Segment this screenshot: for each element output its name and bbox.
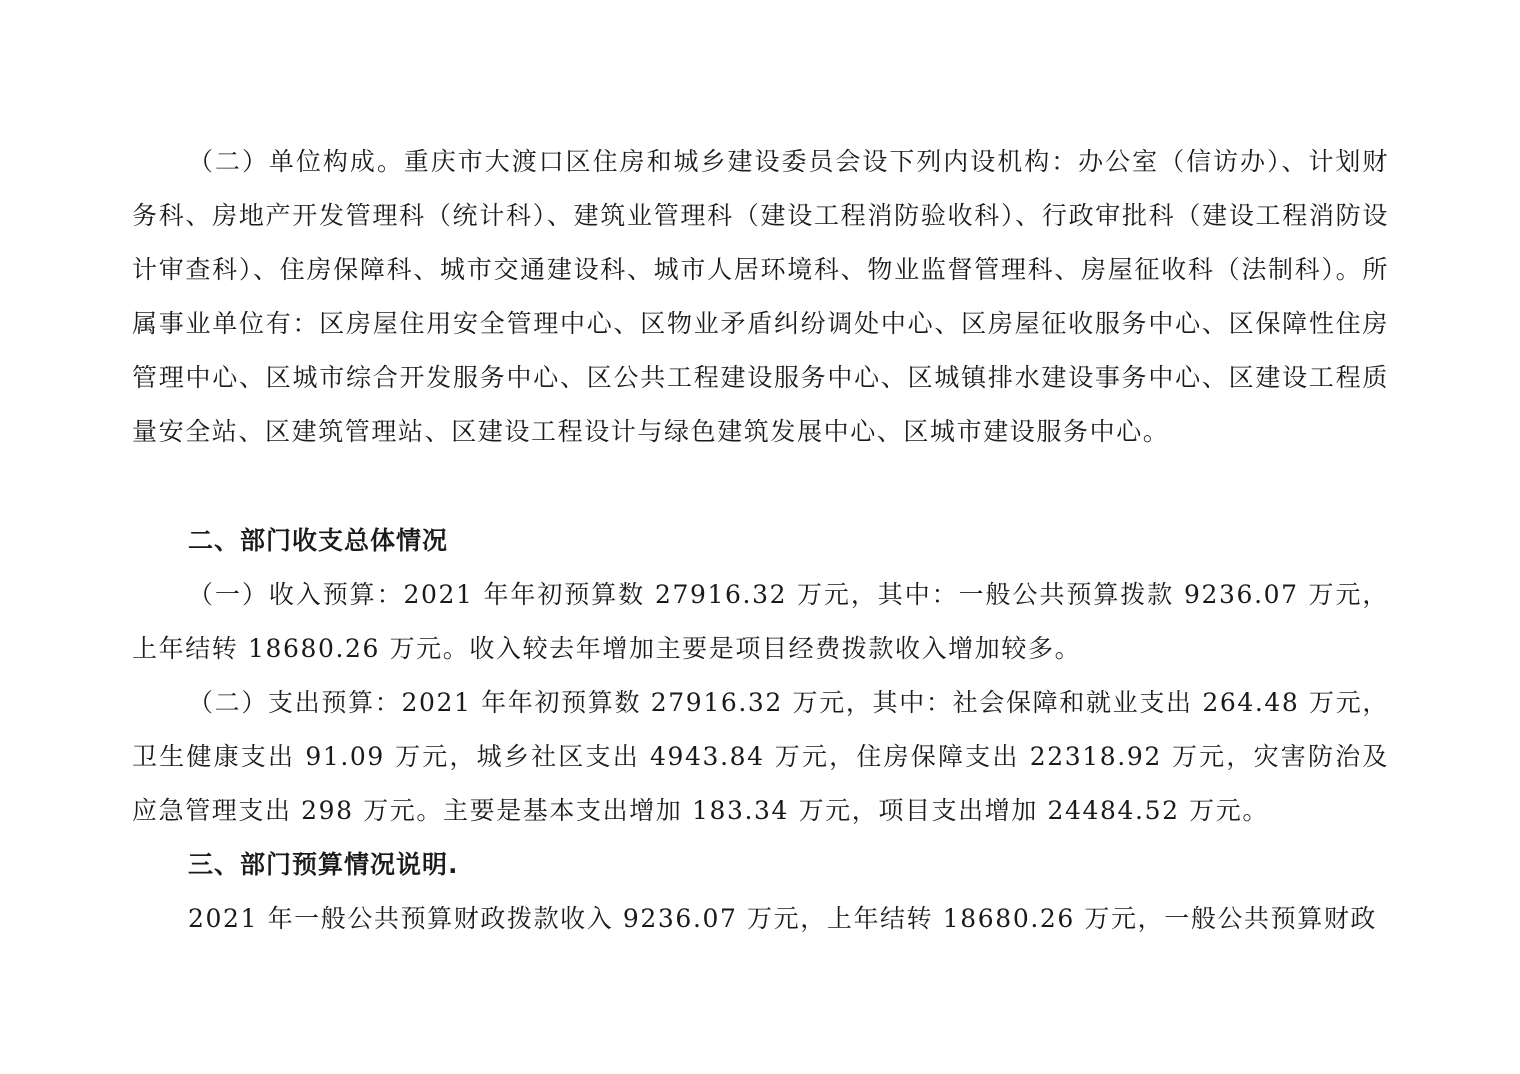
income-budget-paragraph: （一）收入预算：2021 年年初预算数 27916.32 万元，其中：一般公共预算拨款 9236.07 万元，上年结转 18680.26 万元。收入较去年增加主要是项目经费拨款收入增加较多。: [132, 580, 1389, 663]
budget-explanation-paragraph: 2021 年一般公共预算财政拨款收入 9236.07 万元，上年结转 18680.26 万元，一般公共预算财政: [188, 904, 1378, 933]
unit-composition-section: [132, 135, 1389, 459]
unit-composition-paragraph: （二）单位构成。重庆市大渡口区住房和城乡建设委员会设下列内设机构：办公室（信访办）、计划财务科、房地产开发管理科（统计科）、建筑业管理科（建设工程消防验收科）、行政审批科（建设工程消防设计审查科）、住房保障科、城市交通建设科、城市人居环境科、物业监督管理科、房屋征收科（法制科）。所属事业单位有：区房屋住用安全管理中心、区物业矛盾纠纷调处中心、区房屋征收服务中心、区保障性住房管理中心、区城市综合开发服务中心、区公共工程建设服务中心、区城镇排水建设事务中心、区建设工程质量安全站、区建筑管理站、区建设工程设计与绿色建筑发展中心、区城市建设服务中心。: [132, 147, 1389, 446]
section-heading-3-block: [132, 838, 1389, 892]
section-heading-income-expenditure: 二、部门收支总体情况: [188, 526, 449, 555]
expenditure-budget-section: [132, 676, 1389, 838]
section-heading-2-block: [132, 514, 1389, 568]
expenditure-budget-paragraph: （二）支出预算：2021 年年初预算数 27916.32 万元，其中：社会保障和就业支出 264.48 万元，卫生健康支出 91.09 万元，城乡社区支出 4943.84 万元，住房保障支出 22318.92 万元，灾害防治及应急管理支出 298 万元。主要是基本支出增加 183.34 万元，项目支出增加 24484.52 万元。: [132, 688, 1389, 825]
income-budget-section: [132, 568, 1389, 676]
budget-explanation-section: [132, 892, 1389, 946]
section-heading-budget-explanation: 三、部门预算情况说明.: [188, 850, 459, 879]
